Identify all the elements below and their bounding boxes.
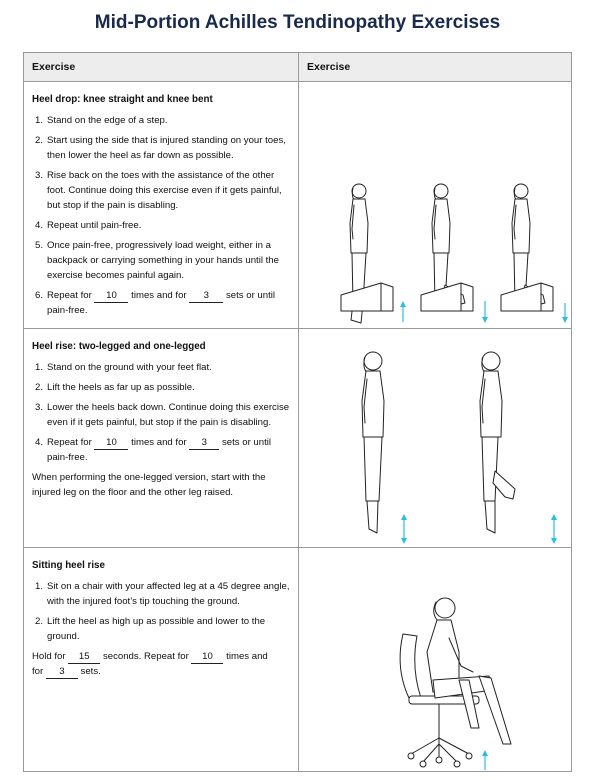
up-down-arrow-icon: [401, 514, 407, 544]
list-item: 3. Rise back on the toes with the assistance of the other foot. Continue doing this exercise even if it gets painful, but stop if the pain is disabling.: [35, 170, 282, 211]
list-item: 3. Lower the heels back down. Continue doing this exercise even if it gets painful, but stop if the pain is disabling.: [35, 402, 290, 428]
seconds-field[interactable]: 15: [68, 651, 100, 664]
sitting-heel-rise-instructions: [24, 548, 298, 683]
sitting-steps: [32, 579, 290, 644]
exercise-table: [23, 52, 572, 772]
times-field[interactable]: 10: [94, 437, 128, 450]
sets-field[interactable]: 3: [189, 290, 223, 303]
heel-drop-instructions: [24, 82, 298, 323]
heel-drop-title: Heel drop: knee straight and knee bent: [32, 94, 213, 105]
up-arrow-icon: [482, 750, 488, 770]
person-one-legged-rise: [480, 352, 515, 533]
down-arrow-icon: [562, 303, 568, 323]
sitting-heel-rise-title: Sitting heel rise: [32, 560, 105, 571]
list-item: 1. Sit on a chair with your affected leg at a 45 degree angle, with the injured foot’s tip touching the ground.: [35, 581, 290, 607]
down-arrow-icon: [482, 301, 488, 323]
heel-rise-title: Heel rise: two-legged and one-legged: [32, 341, 206, 352]
person-two-legged-rise: [362, 352, 384, 533]
step-icon: [501, 283, 553, 311]
list-item: 4. Repeat until pain-free.: [35, 220, 142, 231]
step-icon: [421, 283, 473, 311]
up-arrow-icon: [400, 301, 406, 322]
sets-field[interactable]: 3: [46, 666, 78, 679]
heel-rise-illustration: [299, 329, 571, 547]
list-item: 4. Repeat for 10 times and for 3 sets or until pain-free.: [35, 437, 272, 463]
heel-rise-instructions: [24, 329, 298, 504]
seated-person: [427, 598, 511, 744]
sitting-hold-text: Hold for 15 seconds. Repeat for 10 times and for 3 sets.: [32, 651, 268, 677]
column-header-left: Exercise: [24, 53, 298, 82]
heel-rise-steps: [32, 360, 290, 465]
list-item: 6. Repeat for 10 times and for 3 sets or until pain-free.: [35, 290, 276, 316]
heel-rise-note: When performing the one-legged version, start with the injured leg on the floor and the other leg raised.: [32, 472, 266, 498]
list-item: 2. Start using the side that is injured standing on your toes, then lower the heel as far down as possible.: [35, 135, 286, 161]
step-icon: [341, 283, 393, 311]
sets-field[interactable]: 3: [189, 437, 219, 450]
heel-drop-steps: [32, 113, 290, 318]
sitting-heel-rise-illustration: [299, 548, 571, 772]
list-item: 1. Stand on the edge of a step.: [35, 115, 168, 126]
list-item: 1. Stand on the ground with your feet flat.: [35, 362, 212, 373]
heel-drop-illustration: [299, 83, 571, 327]
times-field[interactable]: 10: [94, 290, 128, 303]
list-item: 5. Once pain-free, progressively load weight, either in a backpack or carrying something in your hands until the exercise becomes painful again.: [35, 240, 279, 281]
page-title: Mid-Portion Achilles Tendinopathy Exercises: [94, 12, 501, 33]
times-field[interactable]: 10: [191, 651, 223, 664]
list-item: 2. Lift the heel as high up as possible and lower to the ground.: [35, 616, 266, 642]
column-header-right: Exercise: [299, 53, 571, 82]
list-item: 2. Lift the heels as far up as possible.: [35, 382, 195, 393]
up-down-arrow-icon: [551, 514, 557, 544]
